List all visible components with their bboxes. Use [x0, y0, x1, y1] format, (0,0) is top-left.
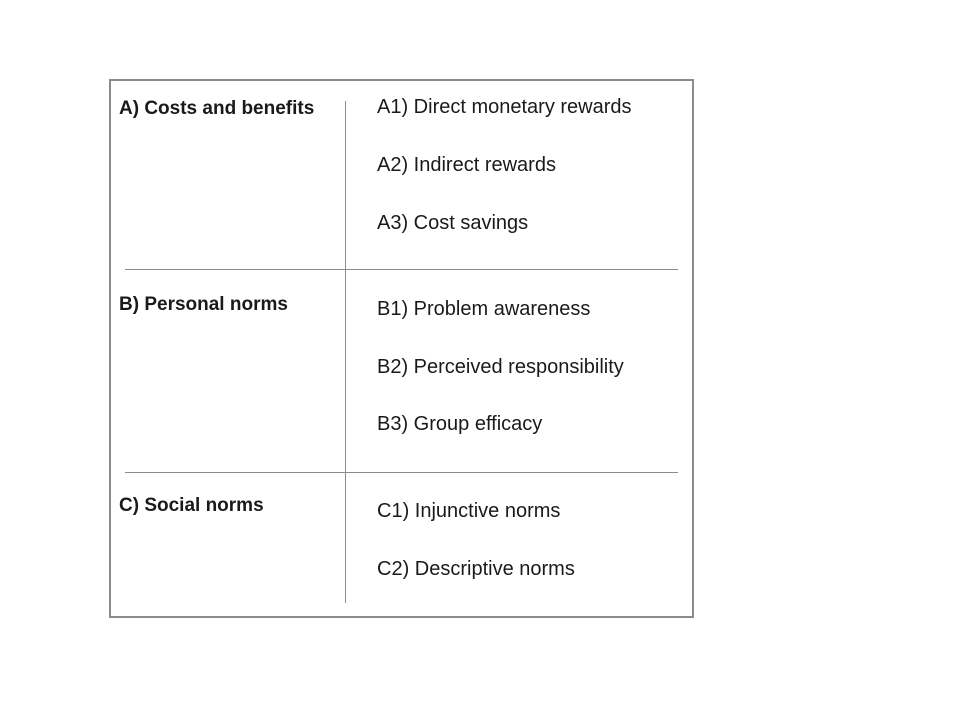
- row-divider-a-b: [125, 269, 678, 270]
- row-divider-b-c: [125, 472, 678, 473]
- item-c2: C2) Descriptive norms: [377, 558, 575, 580]
- item-a3: A3) Cost savings: [377, 212, 529, 234]
- item-b2: B2) Perceived responsibility: [377, 356, 624, 378]
- item-b3: B3) Group efficacy: [377, 413, 543, 435]
- item-c1: C1) Injunctive norms: [377, 500, 561, 522]
- column-divider: [345, 101, 346, 603]
- item-a2: A2) Indirect rewards: [377, 154, 556, 176]
- item-a1: A1) Direct monetary rewards: [377, 96, 632, 118]
- category-label-a: A) Costs and benefits: [119, 98, 315, 119]
- item-b1: B1) Problem awareness: [377, 298, 591, 320]
- category-label-c: C) Social norms: [119, 495, 264, 516]
- category-label-b: B) Personal norms: [119, 294, 288, 315]
